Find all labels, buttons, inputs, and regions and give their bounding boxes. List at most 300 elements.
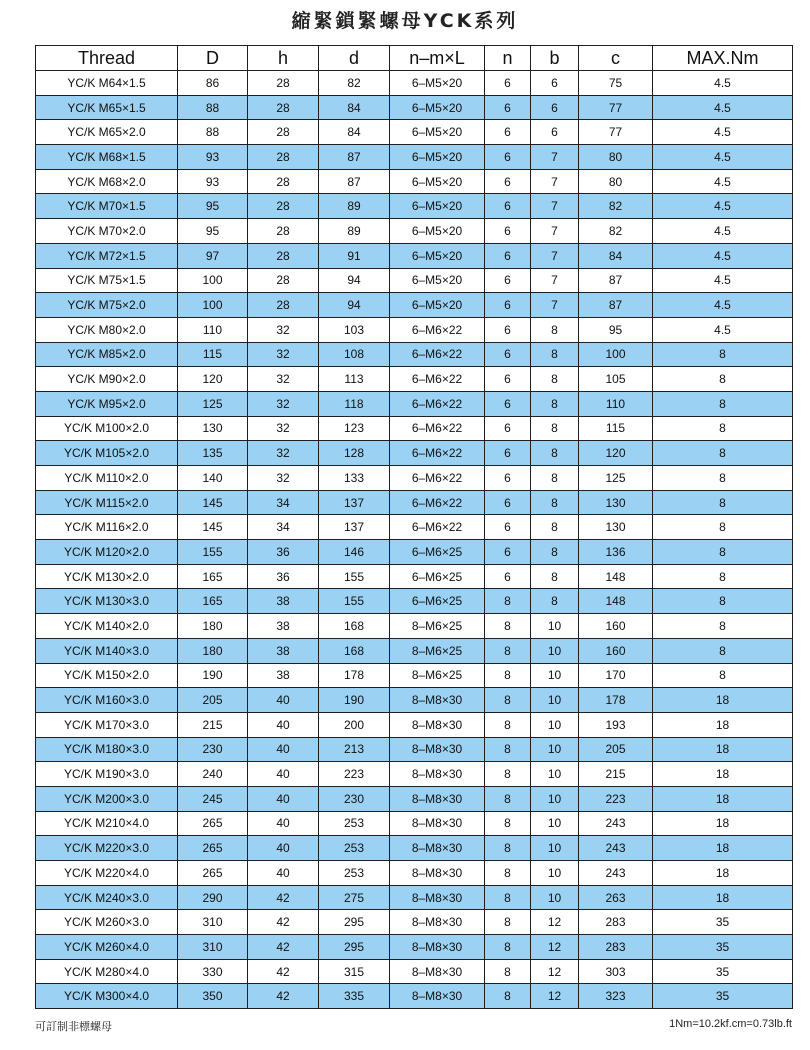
table-cell: 8: [485, 762, 531, 787]
table-cell: 6: [485, 219, 531, 244]
table-cell: 275: [319, 885, 390, 910]
table-cell: 6–M6×22: [390, 367, 485, 392]
table-cell: 6–M5×20: [390, 71, 485, 96]
table-cell: 93: [178, 145, 248, 170]
table-cell: 40: [248, 811, 319, 836]
table-cell: 77: [579, 120, 653, 145]
table-row: [36, 490, 793, 515]
table-cell: 136: [579, 540, 653, 565]
table-cell: 148: [579, 564, 653, 589]
table-cell: 75: [579, 71, 653, 96]
table-cell: 87: [579, 268, 653, 293]
table-cell: 8: [485, 836, 531, 861]
table-row: [36, 293, 793, 318]
table-cell: 310: [178, 935, 248, 960]
table-cell: 215: [579, 762, 653, 787]
table-cell: 7: [531, 169, 579, 194]
table-cell: 6: [485, 342, 531, 367]
table-cell: 8: [531, 441, 579, 466]
table-cell: 8: [531, 391, 579, 416]
table-cell: 8: [653, 663, 793, 688]
table-row: [36, 194, 793, 219]
table-row: [36, 564, 793, 589]
table-cell: 6–M5×20: [390, 169, 485, 194]
table-cell: 82: [579, 194, 653, 219]
column-header-h: h: [248, 46, 319, 71]
table-cell: 6: [485, 95, 531, 120]
table-cell: 213: [319, 737, 390, 762]
table-cell: 8–M8×30: [390, 836, 485, 861]
table-cell: 38: [248, 614, 319, 639]
table-cell: 6: [531, 71, 579, 96]
table-cell: YC/K M116×2.0: [36, 515, 178, 540]
table-cell: 165: [178, 564, 248, 589]
table-header-row: [36, 46, 793, 71]
table-cell: 6: [485, 540, 531, 565]
table-cell: 28: [248, 194, 319, 219]
table-cell: 87: [579, 293, 653, 318]
table-cell: 4.5: [653, 169, 793, 194]
table-row: [36, 219, 793, 244]
table-cell: 123: [319, 416, 390, 441]
table-cell: 8–M8×30: [390, 737, 485, 762]
table-cell: 128: [319, 441, 390, 466]
table-cell: 283: [579, 910, 653, 935]
table-cell: 6: [485, 194, 531, 219]
table-cell: 8: [485, 861, 531, 886]
table-row: [36, 836, 793, 861]
table-cell: YC/K M240×3.0: [36, 885, 178, 910]
table-cell: 180: [178, 638, 248, 663]
table-row: [36, 712, 793, 737]
table-cell: YC/K M220×3.0: [36, 836, 178, 861]
table-cell: YC/K M220×4.0: [36, 861, 178, 886]
table-cell: 118: [319, 391, 390, 416]
table-cell: 42: [248, 959, 319, 984]
table-cell: 190: [319, 688, 390, 713]
table-cell: 8: [485, 959, 531, 984]
table-cell: 6: [485, 145, 531, 170]
table-cell: 6: [485, 120, 531, 145]
table-cell: 295: [319, 935, 390, 960]
table-cell: 6–M6×22: [390, 416, 485, 441]
table-cell: 8: [485, 737, 531, 762]
table-row: [36, 540, 793, 565]
table-row: [36, 984, 793, 1009]
table-cell: 8: [485, 663, 531, 688]
table-cell: 6–M5×20: [390, 120, 485, 145]
page-title: 縮緊鎖緊螺母YCK系列: [291, 10, 519, 32]
table-cell: 243: [579, 836, 653, 861]
table-cell: 40: [248, 688, 319, 713]
table-cell: 8–M8×30: [390, 762, 485, 787]
table-row: [36, 861, 793, 886]
table-row: [36, 441, 793, 466]
table-cell: 18: [653, 688, 793, 713]
table-cell: 115: [178, 342, 248, 367]
table-cell: 8–M8×30: [390, 910, 485, 935]
table-cell: 253: [319, 836, 390, 861]
table-cell: 8: [485, 614, 531, 639]
table-row: [36, 959, 793, 984]
table-cell: 8: [653, 466, 793, 491]
table-cell: YC/K M85×2.0: [36, 342, 178, 367]
table-cell: 8: [531, 342, 579, 367]
table-cell: 32: [248, 466, 319, 491]
table-cell: 18: [653, 786, 793, 811]
table-cell: 8: [653, 342, 793, 367]
table-cell: 137: [319, 490, 390, 515]
table-cell: 6–M6×22: [390, 466, 485, 491]
table-cell: 140: [178, 466, 248, 491]
table-cell: 42: [248, 984, 319, 1009]
table-cell: 8: [653, 614, 793, 639]
table-row: [36, 367, 793, 392]
table-cell: 4.5: [653, 120, 793, 145]
table-cell: 8: [653, 564, 793, 589]
table-cell: 40: [248, 861, 319, 886]
table-cell: 145: [178, 490, 248, 515]
table-cell: 28: [248, 219, 319, 244]
table-cell: 155: [178, 540, 248, 565]
table-cell: 6: [485, 416, 531, 441]
table-cell: YC/K M260×4.0: [36, 935, 178, 960]
table-cell: 7: [531, 293, 579, 318]
table-cell: 265: [178, 861, 248, 886]
table-cell: 88: [178, 95, 248, 120]
table-cell: 84: [319, 120, 390, 145]
table-cell: 6: [531, 120, 579, 145]
table-cell: 95: [579, 317, 653, 342]
table-cell: YC/K M64×1.5: [36, 71, 178, 96]
table-cell: 8–M8×30: [390, 861, 485, 886]
table-cell: 8: [485, 984, 531, 1009]
table-cell: 8–M8×30: [390, 959, 485, 984]
table-cell: 40: [248, 836, 319, 861]
table-cell: 12: [531, 935, 579, 960]
table-cell: 6–M5×20: [390, 145, 485, 170]
table-cell: YC/K M170×3.0: [36, 712, 178, 737]
table-cell: 97: [178, 243, 248, 268]
table-cell: YC/K M260×3.0: [36, 910, 178, 935]
table-cell: 8: [485, 811, 531, 836]
table-cell: 133: [319, 466, 390, 491]
table-cell: 32: [248, 391, 319, 416]
table-cell: 8: [485, 712, 531, 737]
table-cell: 6–M6×22: [390, 490, 485, 515]
table-cell: 155: [319, 589, 390, 614]
table-cell: 91: [319, 243, 390, 268]
table-cell: 4.5: [653, 71, 793, 96]
table-cell: 8: [531, 416, 579, 441]
table-cell: 28: [248, 71, 319, 96]
table-row: [36, 466, 793, 491]
table-cell: 6: [485, 317, 531, 342]
table-cell: 28: [248, 293, 319, 318]
table-cell: 18: [653, 712, 793, 737]
table-cell: 6: [485, 268, 531, 293]
table-cell: 113: [319, 367, 390, 392]
table-row: [36, 663, 793, 688]
table-cell: 36: [248, 540, 319, 565]
table-cell: 6: [485, 515, 531, 540]
table-cell: 6–M6×22: [390, 391, 485, 416]
table-cell: 103: [319, 317, 390, 342]
table-cell: YC/K M75×2.0: [36, 293, 178, 318]
table-cell: 148: [579, 589, 653, 614]
table-cell: 93: [178, 169, 248, 194]
table-cell: 18: [653, 885, 793, 910]
table-cell: 10: [531, 885, 579, 910]
table-cell: 8: [485, 935, 531, 960]
table-row: [36, 243, 793, 268]
table-row: [36, 120, 793, 145]
table-cell: 8: [485, 638, 531, 663]
table-cell: 135: [178, 441, 248, 466]
table-cell: 8–M8×30: [390, 712, 485, 737]
table-cell: 32: [248, 317, 319, 342]
table-cell: 240: [178, 762, 248, 787]
table-row: [36, 638, 793, 663]
table-cell: 243: [579, 861, 653, 886]
table-cell: 130: [178, 416, 248, 441]
table-cell: 105: [579, 367, 653, 392]
table-cell: 28: [248, 95, 319, 120]
table-cell: 4.5: [653, 194, 793, 219]
table-cell: YC/K M200×3.0: [36, 786, 178, 811]
column-header-thread: Thread: [36, 46, 178, 71]
table-cell: 6–M5×20: [390, 293, 485, 318]
table-cell: 6: [531, 95, 579, 120]
table-cell: 94: [319, 268, 390, 293]
table-cell: YC/K M115×2.0: [36, 490, 178, 515]
table-cell: 38: [248, 663, 319, 688]
table-cell: 137: [319, 515, 390, 540]
table-cell: 180: [178, 614, 248, 639]
table-row: [36, 762, 793, 787]
table-cell: YC/K M210×4.0: [36, 811, 178, 836]
table-cell: 263: [579, 885, 653, 910]
table-cell: 6: [485, 490, 531, 515]
table-cell: YC/K M280×4.0: [36, 959, 178, 984]
table-cell: 350: [178, 984, 248, 1009]
table-cell: 34: [248, 515, 319, 540]
table-cell: YC/K M80×2.0: [36, 317, 178, 342]
table-cell: 6–M6×25: [390, 564, 485, 589]
table-cell: 125: [178, 391, 248, 416]
table-row: [36, 268, 793, 293]
table-cell: 88: [178, 120, 248, 145]
table-cell: YC/K M65×2.0: [36, 120, 178, 145]
table-cell: 8: [531, 317, 579, 342]
table-cell: 6–M5×20: [390, 243, 485, 268]
table-cell: 10: [531, 861, 579, 886]
table-cell: 8: [653, 638, 793, 663]
table-cell: 6–M6×25: [390, 540, 485, 565]
table-cell: 7: [531, 268, 579, 293]
table-cell: 35: [653, 984, 793, 1009]
table-cell: 35: [653, 935, 793, 960]
table-cell: 303: [579, 959, 653, 984]
table-cell: 10: [531, 638, 579, 663]
table-row: [36, 71, 793, 96]
table-cell: 125: [579, 466, 653, 491]
table-cell: 265: [178, 811, 248, 836]
spec-table: [35, 45, 793, 1009]
table-cell: 215: [178, 712, 248, 737]
table-cell: 8: [653, 441, 793, 466]
table-cell: 178: [579, 688, 653, 713]
table-cell: 18: [653, 836, 793, 861]
table-cell: YC/K M120×2.0: [36, 540, 178, 565]
table-cell: 8: [485, 910, 531, 935]
table-cell: YC/K M75×1.5: [36, 268, 178, 293]
table-cell: 6–M6×22: [390, 441, 485, 466]
table-cell: 4.5: [653, 219, 793, 244]
table-cell: YC/K M105×2.0: [36, 441, 178, 466]
table-cell: 335: [319, 984, 390, 1009]
table-cell: 40: [248, 762, 319, 787]
table-cell: 130: [579, 515, 653, 540]
table-cell: 230: [178, 737, 248, 762]
table-cell: 323: [579, 984, 653, 1009]
table-cell: 10: [531, 762, 579, 787]
table-cell: 205: [579, 737, 653, 762]
table-cell: 10: [531, 737, 579, 762]
table-cell: 95: [178, 219, 248, 244]
table-cell: 8: [653, 416, 793, 441]
table-cell: 18: [653, 861, 793, 886]
table-cell: 94: [319, 293, 390, 318]
table-cell: 146: [319, 540, 390, 565]
table-body: [36, 71, 793, 1009]
table-row: [36, 811, 793, 836]
table-cell: 6: [485, 293, 531, 318]
table-cell: 178: [319, 663, 390, 688]
table-row: [36, 169, 793, 194]
table-cell: 205: [178, 688, 248, 713]
table-cell: 6: [485, 243, 531, 268]
table-cell: 200: [319, 712, 390, 737]
table-cell: 6: [485, 441, 531, 466]
table-cell: 86: [178, 71, 248, 96]
table-cell: YC/K M100×2.0: [36, 416, 178, 441]
table-cell: 7: [531, 145, 579, 170]
table-cell: 8–M6×25: [390, 614, 485, 639]
table-cell: 8: [653, 515, 793, 540]
table-cell: 42: [248, 885, 319, 910]
table-cell: 8: [485, 786, 531, 811]
table-cell: 28: [248, 169, 319, 194]
table-cell: 8: [531, 466, 579, 491]
table-cell: 28: [248, 120, 319, 145]
table-cell: 12: [531, 910, 579, 935]
table-cell: 8: [653, 589, 793, 614]
table-cell: 165: [178, 589, 248, 614]
table-cell: 8: [485, 885, 531, 910]
table-cell: 7: [531, 219, 579, 244]
table-cell: 18: [653, 737, 793, 762]
table-cell: 310: [178, 910, 248, 935]
table-cell: 190: [178, 663, 248, 688]
table-cell: 6–M6×22: [390, 515, 485, 540]
table-cell: YC/K M68×1.5: [36, 145, 178, 170]
table-cell: 95: [178, 194, 248, 219]
table-cell: 6–M6×22: [390, 317, 485, 342]
table-cell: 7: [531, 194, 579, 219]
table-cell: 100: [579, 342, 653, 367]
table-cell: 8–M8×30: [390, 811, 485, 836]
table-row: [36, 910, 793, 935]
table-cell: 6: [485, 169, 531, 194]
table-cell: YC/K M72×1.5: [36, 243, 178, 268]
table-cell: 12: [531, 984, 579, 1009]
table-cell: 8: [531, 490, 579, 515]
table-row: [36, 317, 793, 342]
table-cell: 120: [579, 441, 653, 466]
table-cell: YC/K M190×3.0: [36, 762, 178, 787]
table-cell: 84: [579, 243, 653, 268]
table-cell: 6: [485, 367, 531, 392]
table-cell: 10: [531, 786, 579, 811]
table-cell: 4.5: [653, 317, 793, 342]
table-row: [36, 145, 793, 170]
table-cell: YC/K M110×2.0: [36, 466, 178, 491]
table-cell: 8–M8×30: [390, 984, 485, 1009]
table-cell: 6: [485, 564, 531, 589]
table-cell: 8: [531, 564, 579, 589]
table-cell: 40: [248, 786, 319, 811]
table-cell: 6–M6×25: [390, 589, 485, 614]
table-cell: YC/K M70×1.5: [36, 194, 178, 219]
table-cell: 8–M8×30: [390, 688, 485, 713]
table-cell: 8: [653, 391, 793, 416]
table-cell: 8: [531, 589, 579, 614]
table-cell: 243: [579, 811, 653, 836]
table-cell: 6–M5×20: [390, 95, 485, 120]
footer-note-conversion: 1Nm=10.2kf.cm=0.73lb.ft: [669, 1018, 792, 1030]
table-cell: 6–M5×20: [390, 194, 485, 219]
table-cell: 18: [653, 811, 793, 836]
table-cell: YC/K M160×3.0: [36, 688, 178, 713]
table-row: [36, 885, 793, 910]
table-row: [36, 342, 793, 367]
table-cell: YC/K M95×2.0: [36, 391, 178, 416]
table-cell: 28: [248, 243, 319, 268]
table-cell: 42: [248, 910, 319, 935]
table-cell: 87: [319, 169, 390, 194]
table-cell: 120: [178, 367, 248, 392]
table-cell: 145: [178, 515, 248, 540]
footer-note-custom: 可訂制非標螺母: [35, 1020, 112, 1033]
table-cell: 4.5: [653, 293, 793, 318]
table-cell: 28: [248, 268, 319, 293]
column-header-max-torque: MAX.Nm: [653, 46, 793, 71]
table-cell: 80: [579, 169, 653, 194]
table-cell: 77: [579, 95, 653, 120]
table-cell: 130: [579, 490, 653, 515]
table-cell: 10: [531, 663, 579, 688]
table-cell: 230: [319, 786, 390, 811]
table-cell: YC/K M180×3.0: [36, 737, 178, 762]
table-cell: 295: [319, 910, 390, 935]
table-cell: 315: [319, 959, 390, 984]
table-cell: 4.5: [653, 145, 793, 170]
table-cell: 80: [579, 145, 653, 170]
column-header-c: c: [579, 46, 653, 71]
table-cell: 100: [178, 268, 248, 293]
table-row: [36, 786, 793, 811]
